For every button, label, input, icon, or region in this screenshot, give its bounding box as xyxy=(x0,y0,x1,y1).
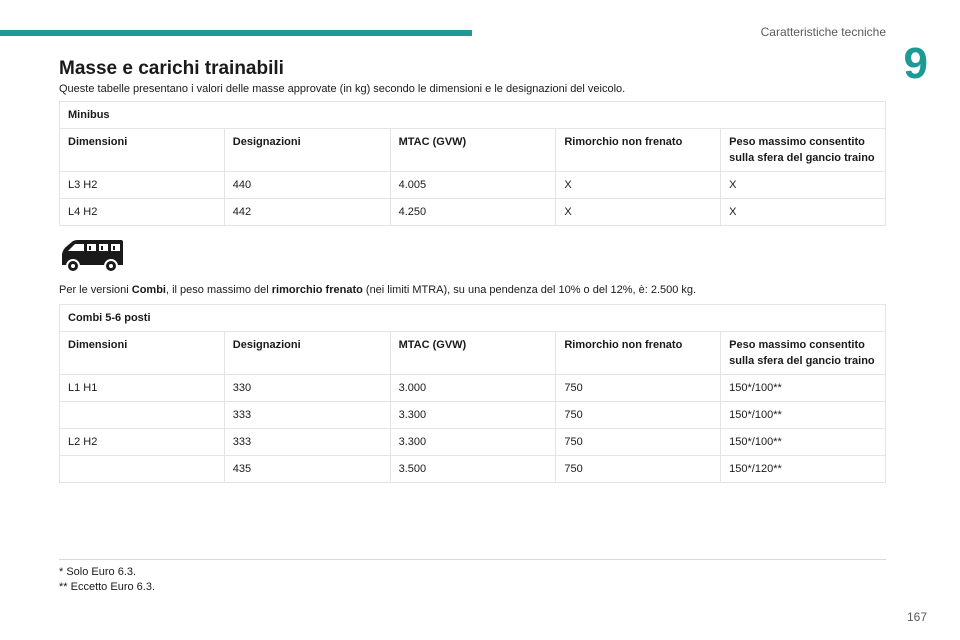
table-cell: 435 xyxy=(224,456,390,483)
section-label: Caratteristiche tecniche xyxy=(760,25,886,39)
table-cell: 3.000 xyxy=(390,375,556,402)
table-cell: L3 H2 xyxy=(60,172,225,199)
note-text: , il peso massimo del xyxy=(166,284,272,296)
table-cell: 4.250 xyxy=(390,199,556,226)
table-cell: 750 xyxy=(556,456,721,483)
table-cell: 750 xyxy=(556,429,721,456)
column-header: Dimensioni xyxy=(60,332,225,375)
table-row xyxy=(60,375,886,402)
table-cell: 750 xyxy=(556,375,721,402)
column-header: Dimensioni xyxy=(60,129,225,172)
table-header-row xyxy=(60,332,886,375)
chapter-number: 9 xyxy=(903,39,928,88)
note-text: (nei limiti MTRA), su una pendenza del 10% o del 12%, è: 2.500 kg. xyxy=(362,284,697,296)
table-row xyxy=(60,199,886,226)
footnotes xyxy=(59,565,155,595)
table-row xyxy=(60,172,886,199)
minibus-table xyxy=(59,101,886,226)
footnote-divider xyxy=(59,559,886,560)
combi-table xyxy=(59,304,886,483)
table-cell: 330 xyxy=(224,375,390,402)
table-cell: 333 xyxy=(224,402,390,429)
column-header: MTAC (GVW) xyxy=(390,129,556,172)
table-cell: 4.005 xyxy=(390,172,556,199)
table-cell: 440 xyxy=(224,172,390,199)
table-cell: 442 xyxy=(224,199,390,226)
table-cell: 150*/120** xyxy=(721,456,886,483)
column-header: MTAC (GVW) xyxy=(390,332,556,375)
footnote: * Solo Euro 6.3. xyxy=(59,566,137,578)
table-cell xyxy=(60,456,225,483)
table-cell: L4 H2 xyxy=(60,199,225,226)
table-cell: X xyxy=(721,199,886,226)
note-emphasis: Combi xyxy=(131,284,166,296)
table-row xyxy=(60,402,886,429)
header-accent-bar xyxy=(0,30,472,36)
column-header: Peso massimo consentito sulla sfera del gancio traino xyxy=(721,332,886,375)
page-number: 167 xyxy=(906,610,927,624)
table-cell xyxy=(60,402,225,429)
table-header-row xyxy=(60,129,886,172)
minibus-van-icon xyxy=(59,238,125,274)
note-text: Per le versioni xyxy=(59,284,132,296)
table-cell: X xyxy=(556,199,721,226)
table-cell: 750 xyxy=(556,402,721,429)
column-header: Peso massimo consentito sulla sfera del gancio traino xyxy=(721,129,886,172)
table-cell: 3.300 xyxy=(390,402,556,429)
table-cell: X xyxy=(556,172,721,199)
table-cell: 150*/100** xyxy=(721,429,886,456)
table-cell: X xyxy=(721,172,886,199)
page-title: Masse e carichi trainabili xyxy=(59,58,284,79)
combi-note xyxy=(59,284,696,296)
table-caption: Minibus xyxy=(60,102,886,129)
table-cell: L2 H2 xyxy=(60,429,225,456)
table-row xyxy=(60,456,886,483)
table-cell: 333 xyxy=(224,429,390,456)
table-cell: 3.500 xyxy=(390,456,556,483)
footnote: ** Eccetto Euro 6.3. xyxy=(59,581,155,593)
column-header: Rimorchio non frenato xyxy=(556,332,721,375)
note-emphasis: rimorchio frenato xyxy=(271,284,363,296)
table-caption: Combi 5-6 posti xyxy=(60,305,886,332)
table-row xyxy=(60,429,886,456)
table-cell: 150*/100** xyxy=(721,375,886,402)
table-cell: 150*/100** xyxy=(721,402,886,429)
table-cell: 3.300 xyxy=(390,429,556,456)
table-cell: L1 H1 xyxy=(60,375,225,402)
intro-text: Queste tabelle presentano i valori delle masse approvate (in kg) secondo le dimensioni e le designazioni del veicolo. xyxy=(59,83,626,95)
column-header: Designazioni xyxy=(224,332,390,375)
column-header: Rimorchio non frenato xyxy=(556,129,721,172)
column-header: Designazioni xyxy=(224,129,390,172)
